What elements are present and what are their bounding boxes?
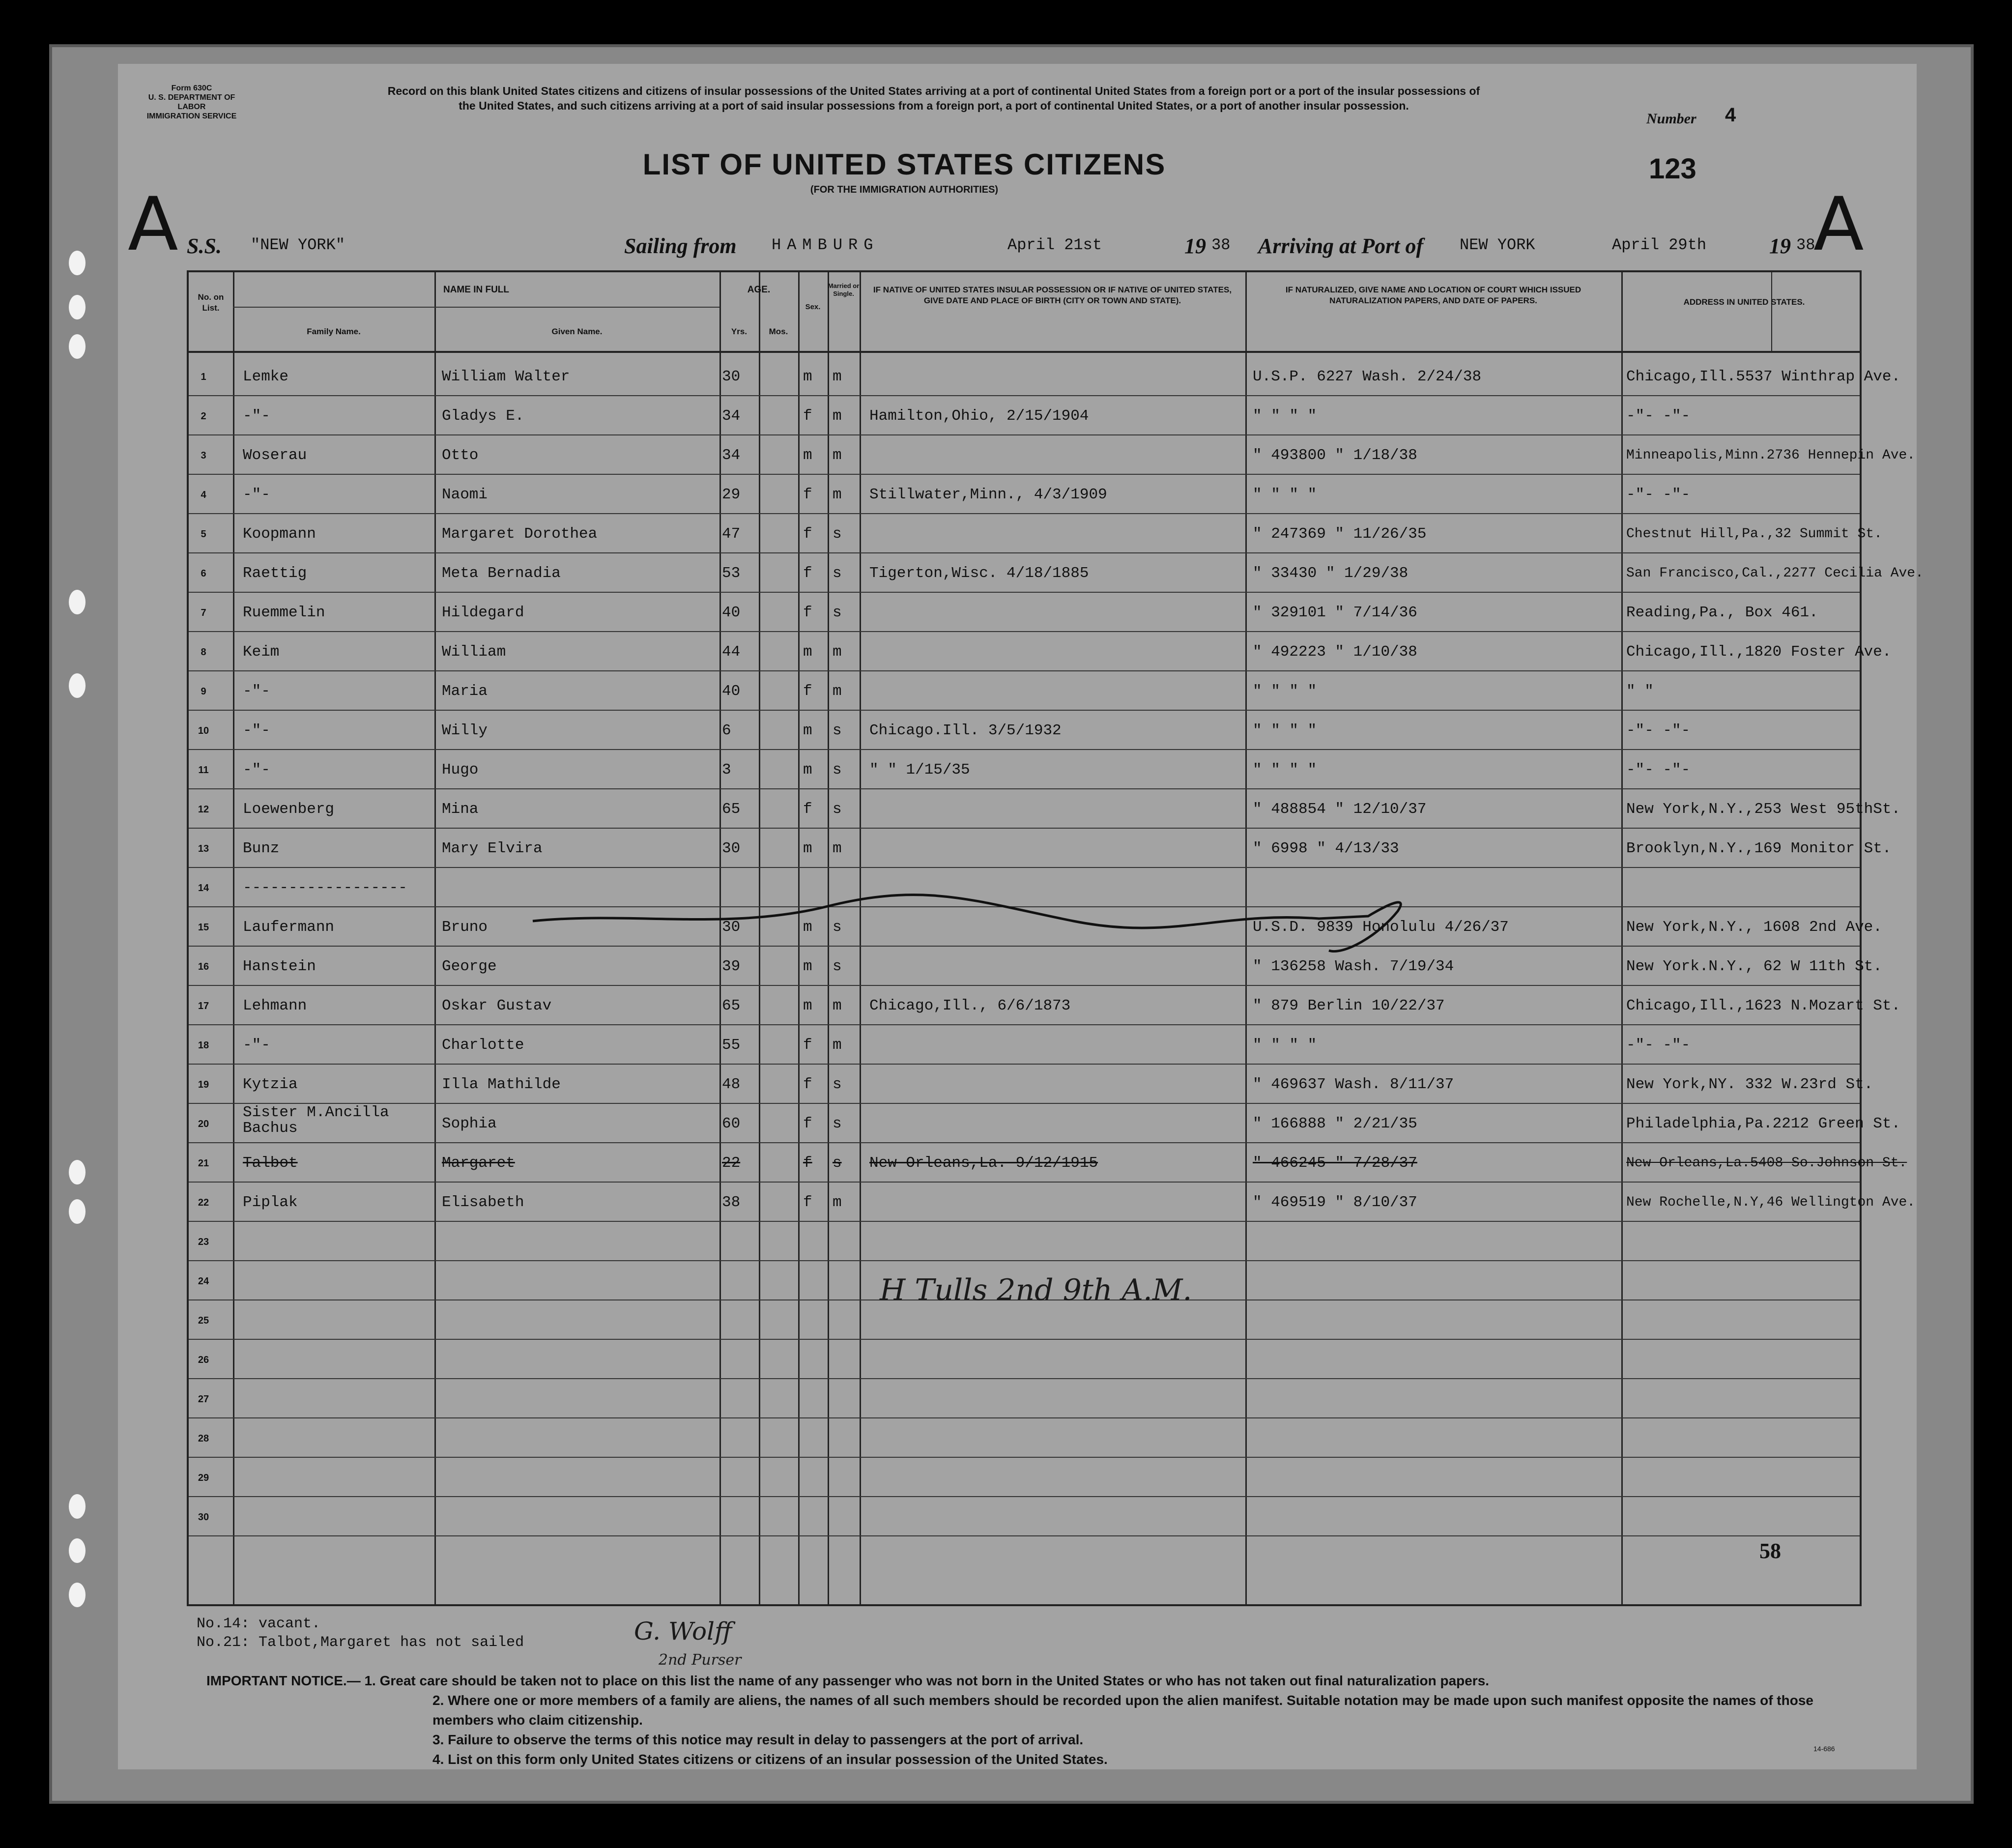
row-number: 12 [198,804,209,815]
subheader-divider [233,307,719,308]
row-divider [189,1535,1860,1536]
sex: m [803,722,812,739]
ship-name: "NEW YORK" [251,236,345,254]
birth-place-date: Chicago.Ill. 3/5/1932 [869,722,1062,739]
age-years: 40 [722,604,741,621]
naturalization-info: " 136258 Wash. 7/19/34 [1253,958,1454,975]
age-years: 22 [722,1155,741,1172]
given-name: Hugo [442,761,479,779]
notice-item: 1. Great care should be taken not to place on this list the name of any passenger who was not born in the United States or who has not taken out final naturalization papers. [364,1673,1490,1688]
corner-mark-left: A [128,182,178,267]
header-divider [189,351,1860,353]
sex: m [803,919,812,936]
marital-status: s [833,1155,842,1172]
birth-place-date: Chicago,Ill., 6/6/1873 [869,997,1071,1014]
row-number: 16 [198,961,209,972]
punch-hole [69,1160,86,1184]
col-divider [233,272,234,1604]
marital-status: s [833,525,842,543]
row-divider [189,1496,1860,1497]
row-number: 26 [198,1355,209,1365]
sex: f [803,801,812,818]
row-divider [189,1339,1860,1340]
row-divider [189,1024,1860,1025]
form-identifier [138,84,246,121]
sailing-label: Sailing from [624,234,737,258]
row-divider [189,985,1860,986]
sex: f [803,525,812,543]
us-address: Brooklyn,N.Y.,169 Monitor St. [1626,840,1892,857]
age-years: 30 [722,919,741,936]
row-number: 22 [198,1197,209,1208]
naturalization-info: U.S.D. 9839 Honolulu 4/26/37 [1253,919,1509,936]
header-given-name: Given Name. [551,327,603,336]
us-address: New York,N.Y.,253 West 95thSt. [1626,801,1901,818]
sex: m [803,840,812,857]
age-years: 30 [722,840,741,857]
page-number: 123 [1649,153,1696,185]
marital-status: s [833,604,842,621]
family-name: Lehmann [243,997,307,1014]
ss-label: S.S. [187,234,222,258]
row-number: 7 [201,607,206,618]
naturalization-info: " 469637 Wash. 8/11/37 [1253,1076,1454,1093]
header-no: No. on List. [198,292,224,313]
note-line: No.14: vacant. [197,1616,321,1632]
form-number: Form 630C [171,84,212,92]
age-years: 44 [722,643,741,661]
header-address: ADDRESS IN UNITED STATES. [1683,297,1805,307]
row-divider [189,788,1860,789]
row-number: 20 [198,1119,209,1129]
us-address: -"- -"- [1626,486,1691,503]
naturalization-info: U.S.P. 6227 Wash. 2/24/38 [1253,368,1482,385]
row-number: 23 [198,1237,209,1247]
row-number: 18 [198,1040,209,1051]
birth-place-date: Tigerton,Wisc. 4/18/1885 [869,565,1089,582]
row-number: 15 [198,922,209,933]
row-number: 4 [201,490,206,500]
row-divider [189,1142,1860,1143]
us-address: Philadelphia,Pa.2212 Green St. [1626,1115,1901,1132]
header-age: AGE. [747,285,771,295]
row-divider [189,670,1860,671]
row-divider [189,710,1860,711]
number-value: 4 [1725,104,1736,126]
col-divider [434,272,436,1604]
punch-hole [69,1199,86,1224]
row-divider [189,1457,1860,1458]
passenger-table [187,270,1924,1606]
header-sex: Sex. [805,303,821,311]
row-number: 19 [198,1079,209,1090]
sex: m [803,997,812,1014]
family-name: -"- [243,683,270,700]
col-divider [1621,272,1623,1604]
us-address: " " [1626,683,1654,700]
family-name: Kytzia [243,1076,298,1093]
marital-status: m [833,368,842,385]
family-name: Bunz [243,840,280,857]
header-naturalization: IF NATURALIZED, GIVE NAME AND LOCATION OF COURT WHICH ISSUED NATURALIZATION PAPERS, AND DATE OF PAPERS. [1285,285,1581,305]
naturalization-info: " 492223 " 1/10/38 [1253,643,1417,661]
us-address: Chestnut Hill,Pa.,32 Summit St. [1626,526,1882,542]
age-years: 47 [722,525,741,543]
naturalization-info: " 488854 " 12/10/37 [1253,801,1427,818]
sex: f [803,1115,812,1132]
us-address: -"- -"- [1626,407,1691,425]
family-name: Piplak [243,1194,298,1211]
us-address: Chicago,Ill.5537 Winthrap Ave. [1626,368,1901,385]
family-name: Sister M.Ancilla Bachus [243,1104,389,1137]
naturalization-info: " " " " [1253,407,1317,425]
row-divider [189,592,1860,593]
us-address: New York,NY. 332 W.23rd St. [1626,1076,1873,1093]
row-divider [189,631,1860,632]
row-divider [189,1378,1860,1379]
given-name: Elisabeth [442,1194,524,1211]
naturalization-info: " " " " [1253,486,1317,503]
us-address: Chicago,Ill.,1820 Foster Ave. [1626,643,1892,661]
us-address: New York.N.Y., 62 W 11th St. [1626,958,1882,975]
given-name: Mary Elvira [442,840,543,857]
punch-hole [69,673,86,698]
naturalization-info: " 6998 " 4/13/33 [1253,840,1399,857]
family-name: Raettig [243,565,307,582]
row-number: 25 [198,1315,209,1326]
age-years: 53 [722,565,741,582]
marital-status: m [833,1037,842,1054]
page-subtitle: (FOR THE IMMIGRATION AUTHORITIES) [810,184,999,195]
age-years: 30 [722,368,741,385]
sex: m [803,761,812,779]
naturalization-info: " 247369 " 11/26/35 [1253,525,1427,543]
given-name: Margaret [442,1155,515,1172]
sex: m [803,643,812,661]
row-divider [189,1064,1860,1065]
vacant-line-scribble [533,892,1466,960]
given-name: Meta Bernadia [442,565,561,582]
corner-mark-right: A [1813,182,1864,267]
row-divider [189,395,1860,396]
sex: f [803,1076,812,1093]
given-name: Sophia [442,1115,497,1132]
row-number: 30 [198,1512,209,1523]
year-to: 38 [1796,236,1815,254]
punch-hole [69,1538,86,1563]
header-months: Mos. [769,327,788,336]
sex: m [803,958,812,975]
sex: f [803,1155,812,1172]
row-divider [189,1260,1860,1261]
punch-hole [69,334,86,359]
age-years: 34 [722,447,741,464]
marital-status: m [833,447,842,464]
sex: f [803,407,812,425]
row-divider [189,474,1860,475]
us-address: -"- -"- [1626,761,1691,779]
row-number: 24 [198,1276,209,1287]
family-name: Lemke [243,368,289,385]
age-years: 65 [722,801,741,818]
number-label: Number [1646,111,1696,127]
naturalization-info: " 469519 " 8/10/37 [1253,1194,1417,1211]
form-instructions: Record on this blank United States citizens and citizens of insular possessions of the United States arriving at a port of continental United States from a foreign port or a port of the insular possessions of the United States, and such citizens arriving at a port of said insular possessions from a foreign port, a port of continental United States, or a port of another insular possession. [387,85,1480,112]
marital-status: m [833,1194,842,1211]
family-name: -"- [243,1037,270,1054]
marital-status: s [833,761,842,779]
row-divider [189,552,1860,553]
marital-status: s [833,722,842,739]
family-name: Loewenberg [243,801,335,818]
col-divider [1771,272,1772,351]
row-number: 8 [201,647,206,658]
family-name: -"- [243,486,270,503]
marital-status: m [833,997,842,1014]
given-name: Mina [442,801,479,818]
us-address: San Francisco,Cal.,2277 Cecilia Ave. [1626,566,1924,581]
punch-hole [69,1494,86,1519]
age-years: 39 [722,958,741,975]
header-years: Yrs. [731,327,747,336]
row-number: 17 [198,1001,209,1011]
age-years: 48 [722,1076,741,1093]
arriving-label: Arriving at Port of [1258,234,1424,258]
row-number: 9 [201,686,206,697]
year-from-prefix: 19 [1184,234,1206,258]
birth-place-date: New Orleans,La. 9/12/1915 [869,1155,1098,1172]
naturalization-info: " 493800 " 1/18/38 [1253,447,1417,464]
birth-place-date: Hamilton,Ohio, 2/15/1904 [869,407,1089,425]
important-notice [206,1671,1877,1769]
naturalization-info: " " " " [1253,722,1317,739]
us-address: New York,N.Y., 1608 2nd Ave. [1626,919,1882,936]
footer-number: 58 [1759,1539,1781,1563]
age-years: 34 [722,407,741,425]
naturalization-info: " 879 Berlin 10/22/37 [1253,997,1445,1014]
signature-role: 2nd Purser [659,1651,742,1669]
family-name: Koopmann [243,525,316,543]
header-married-single: Married or Single. [828,282,860,297]
sex: f [803,683,812,700]
naturalization-info: " 166888 " 2/21/35 [1253,1115,1417,1132]
row-number: 11 [198,765,209,776]
age-years: 29 [722,486,741,503]
row-number: 21 [198,1158,209,1169]
age-years: 3 [722,761,731,779]
punch-hole [69,251,86,275]
naturalization-info: " 33430 " 1/29/38 [1253,565,1408,582]
scanned-sheet [49,44,1974,1804]
row-number: 13 [198,843,209,854]
age-years: 55 [722,1037,741,1054]
family-name: Hanstein [243,958,316,975]
naturalization-info: " 466245 " 7/28/37 [1253,1155,1417,1172]
family-name: Keim [243,643,280,661]
row-number: 6 [201,568,206,579]
us-address: Minneapolis,Minn.2736 Hennepin Ave. [1626,448,1916,463]
service-name: IMMIGRATION SERVICE [146,112,237,120]
row-divider [189,1103,1860,1104]
given-name: Willy [442,722,488,739]
handwritten-annotation: H Tulls 2nd 9th A.M. [880,1273,1192,1307]
age-years: 60 [722,1115,741,1132]
naturalization-info: " 329101 " 7/14/36 [1253,604,1417,621]
given-name: Bruno [442,919,488,936]
row-number: 29 [198,1473,209,1483]
punch-hole [69,590,86,614]
notice-item: 4. List on this form only United States citizens or citizens of an insular possession of the United States. [432,1752,1108,1767]
family-name: Talbot [243,1155,298,1172]
signature: G. Wolff [634,1617,732,1646]
given-name: Charlotte [442,1037,524,1054]
marital-status: s [833,1115,842,1132]
sex: f [803,486,812,503]
given-name: William [442,643,506,661]
marital-status: s [833,801,842,818]
us-address: -"- -"- [1626,722,1691,739]
us-address: Reading,Pa., Box 461. [1626,604,1818,621]
year-to-prefix: 19 [1769,234,1791,258]
row-number: 5 [201,529,206,540]
given-name: Hildegard [442,604,524,621]
notice-label: IMPORTANT NOTICE.— [206,1673,361,1688]
row-number: 28 [198,1433,209,1444]
given-name: Margaret Dorothea [442,525,598,543]
given-name: Illa Mathilde [442,1076,561,1093]
family-name: -"- [243,722,270,739]
row-divider [189,867,1860,868]
row-divider [189,1221,1860,1222]
given-name: William Walter [442,368,570,385]
age-years: 65 [722,997,741,1014]
given-name: Naomi [442,486,488,503]
notes [197,1615,524,1652]
marital-status: m [833,683,842,700]
header-native-birth: IF NATIVE OF UNITED STATES INSULAR POSSESSION OR IF NATIVE OF UNITED STATES, GIVE DATE AND PLACE OF BIRTH (CITY OR TOWN AND STATE). [873,285,1232,305]
marital-status: s [833,919,842,936]
sex: m [803,368,812,385]
notice-item: 3. Failure to observe the terms of this notice may result in delay to passengers at the port of arrival. [432,1732,1084,1747]
given-name: Maria [442,683,488,700]
family-name: Woserau [243,447,307,464]
row-number: 27 [198,1394,209,1405]
row-number: 1 [201,372,206,382]
naturalization-info: " " " " [1253,761,1317,779]
given-name: George [442,958,497,975]
age-years: 6 [722,722,731,739]
age-years: 38 [722,1194,741,1211]
row-divider [189,828,1860,829]
family-name: Ruemmelin [243,604,325,621]
row-number: 2 [201,411,206,422]
us-address: New Rochelle,N.Y,46 Wellington Ave. [1626,1195,1916,1210]
marital-status: s [833,1076,842,1093]
sex: f [803,1194,812,1211]
department-name: U. S. DEPARTMENT OF LABOR [148,93,235,111]
marital-status: s [833,958,842,975]
sex: f [803,565,812,582]
marital-status: m [833,643,842,661]
row-divider [189,1182,1860,1183]
given-name: Gladys E. [442,407,524,425]
date-to: April 29th [1612,236,1707,254]
row-number: 14 [198,883,209,894]
given-name: Otto [442,447,479,464]
row-divider [189,1417,1860,1418]
family-name: -"- [243,761,270,779]
punch-hole [69,295,86,319]
birth-place-date: Stillwater,Minn., 4/3/1909 [869,486,1107,503]
age-years: 40 [722,683,741,700]
marital-status: m [833,486,842,503]
given-name: Oskar Gustav [442,997,552,1014]
date-from: April 21st [1007,236,1102,254]
us-address: Chicago,Ill.,1623 N.Mozart St. [1626,997,1901,1014]
punch-hole [69,1583,86,1607]
header-family-name: Family Name. [307,327,361,336]
marital-status: m [833,840,842,857]
manifest-form [118,64,1924,1769]
marital-status: m [833,407,842,425]
row-number: 3 [201,450,206,461]
sex: f [803,1037,812,1054]
family-name: -"- [243,407,270,425]
family-name: Laufermann [243,919,335,936]
row-divider [189,434,1860,435]
port-from: HAMBURG [772,236,879,254]
sex: f [803,604,812,621]
footer-code: 14-686 [1813,1745,1835,1753]
year-from: 38 [1211,236,1231,254]
birth-place-date: " " 1/15/35 [869,761,970,779]
naturalization-info: " " " " [1253,1037,1317,1054]
header-name-in-full: NAME IN FULL [443,285,510,295]
notice-item: 2. Where one or more members of a family are aliens, the names of all such members should be recorded upon the alien manifest. Suitable notation may be made upon such manifest opposite the names of those members who claim citizenship. [432,1693,1813,1728]
row-divider [189,513,1860,514]
row-divider [189,749,1860,750]
note-line: No.21: Talbot,Margaret has not sailed [197,1634,524,1651]
marital-status: s [833,565,842,582]
naturalization-info: " " " " [1253,683,1317,700]
sex: m [803,447,812,464]
row-number: 10 [198,725,209,736]
page-title: LIST OF UNITED STATES CITIZENS [642,148,1166,181]
us-address: -"- -"- [1626,1037,1691,1054]
us-address: New Orleans,La.5408 So.Johnson St. [1626,1155,1907,1171]
family-name: ------------------ [243,879,407,896]
port-to: NEW YORK [1460,236,1535,254]
